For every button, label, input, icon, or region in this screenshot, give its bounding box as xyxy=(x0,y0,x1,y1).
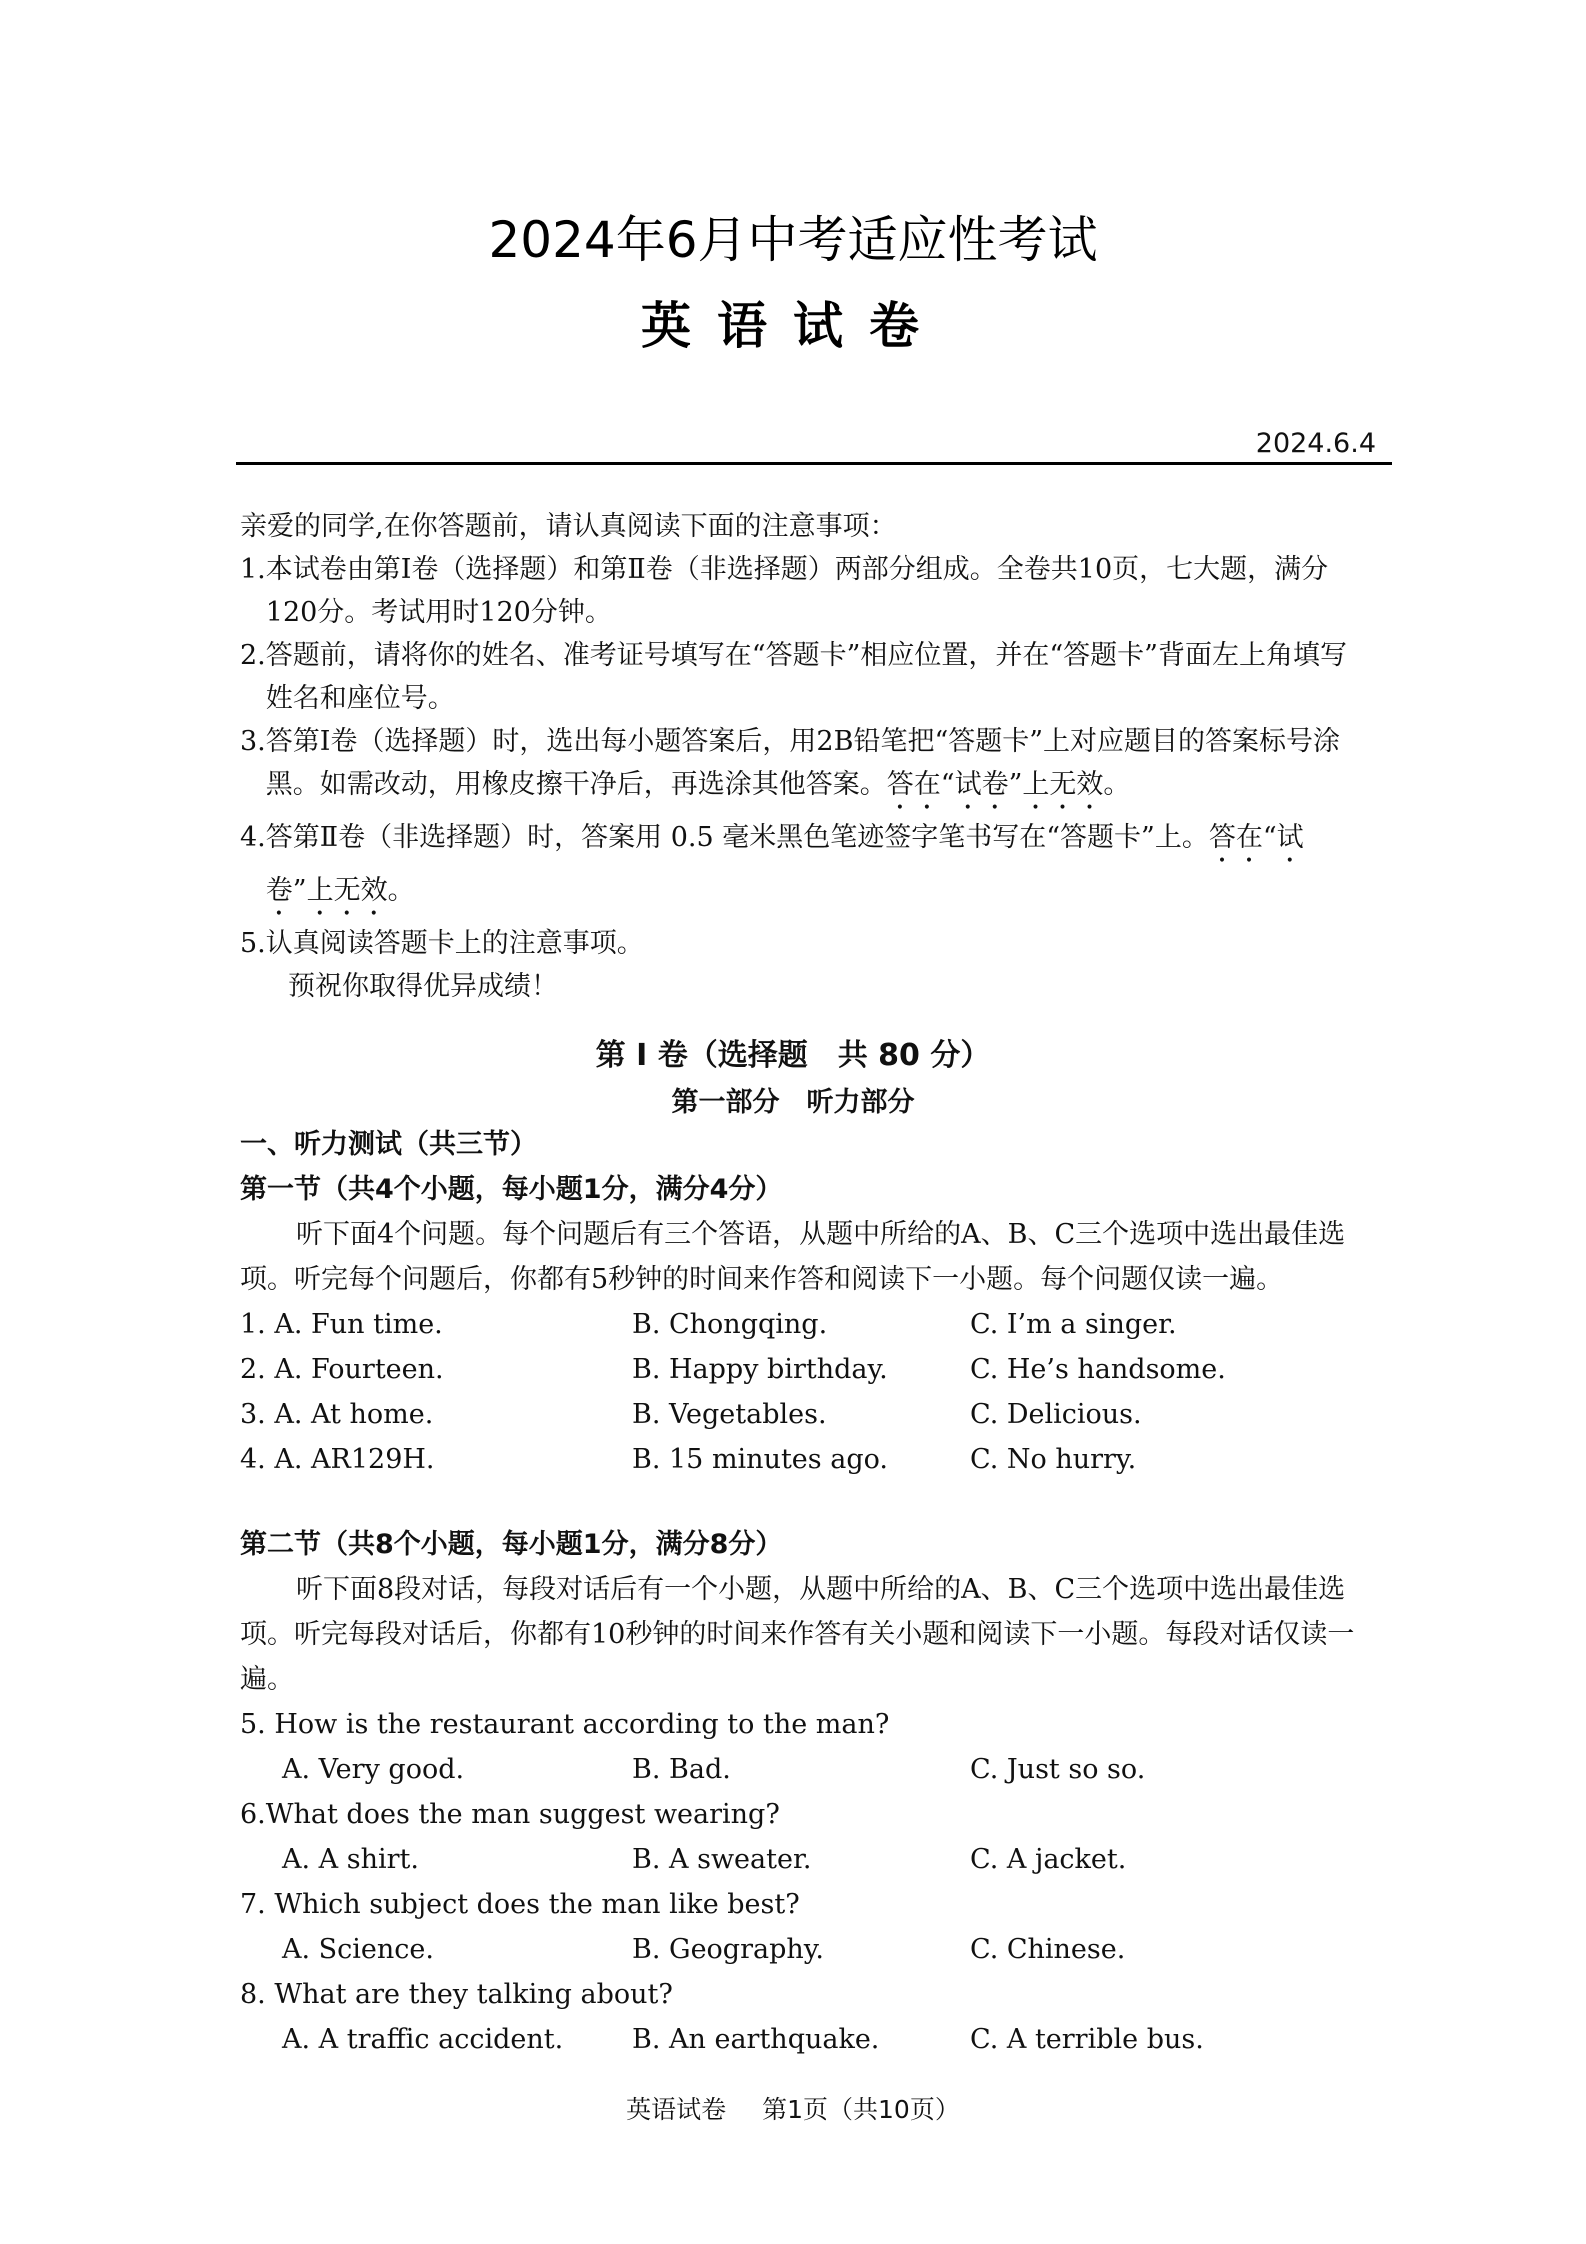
notice-item-text: 答第Ⅱ卷（非选择题）时，答案用 0.5 毫米黑色笔迹签字笔书写在“答题卡”上。 xyxy=(265,822,1209,853)
notice-item-number: 4. xyxy=(240,822,266,853)
section2-heading: 第二节（共8个小题，每小题1分，满分8分） xyxy=(240,1529,783,1560)
notice-item-5 xyxy=(240,922,1360,965)
option-b: B. Bad. xyxy=(632,1754,731,1785)
question-stem: 7. Which subject does the man like best? xyxy=(240,1889,800,1920)
question-options xyxy=(240,1927,1360,1972)
question-stem: 5. How is the restaurant according to the man? xyxy=(240,1709,890,1740)
notice-item-number: 3. xyxy=(240,726,266,757)
part-i-title: 第 I 卷（选择题 共 80 分） xyxy=(595,1038,991,1073)
question-row xyxy=(240,1302,1360,1347)
option-b: B. Vegetables. xyxy=(632,1399,827,1430)
notice-item-text: 答第Ⅰ卷（选择题）时，选出每小题答案后，用2B铅笔把“答题卡”上对应题目的答案标号涂黑。如需改动，用橡皮擦干净后，再选涂其他答案。 xyxy=(265,726,1341,800)
question-row xyxy=(240,1392,1360,1437)
exam-date: 2024.6.4 xyxy=(1255,428,1376,459)
question-options xyxy=(240,1747,1360,1792)
notice-item-text: 本试卷由第Ⅰ卷（选择题）和第Ⅱ卷（非选择题）两部分组成。全卷共10页，七大题，满分120分。考试用时120分钟。 xyxy=(265,554,1329,628)
question-row xyxy=(240,1437,1360,1482)
notice-item-4 xyxy=(240,816,1360,922)
part-one-title: 第一部分 听力部分 xyxy=(671,1087,915,1118)
option-a: 4. A. AR129H. xyxy=(240,1444,435,1475)
option-c: C. A jacket. xyxy=(970,1844,1127,1875)
option-b: B. Geography. xyxy=(632,1934,825,1965)
section2-instruction: 听下面8段对话，每段对话后有一个小题，从题中所给的A、B、C三个选项中选出最佳选项。听完每段对话后，你都有10秒钟的时间来作答有关小题和阅读下一小题。每段对话仅读一遍。 xyxy=(240,1574,1355,1695)
footer-page-number: 第1页（共10页） xyxy=(762,2095,960,2124)
option-c: C. Chinese. xyxy=(970,1934,1126,1965)
notice-item-text-wrap xyxy=(266,720,1360,816)
question-options xyxy=(240,2017,1360,2062)
notice-item-text: 认真阅读答题卡上的注意事项。 xyxy=(265,928,644,959)
notice-item-3 xyxy=(240,720,1360,816)
option-b: B. Happy birthday. xyxy=(632,1354,888,1385)
option-b: B. 15 minutes ago. xyxy=(632,1444,888,1475)
section1-heading: 第一节（共4个小题，每小题1分，满分4分） xyxy=(240,1174,783,1205)
notice-item-emphasis: 答在“试卷”上无效。 xyxy=(265,822,1304,906)
question-options xyxy=(240,1837,1360,1882)
option-a: 3. A. At home. xyxy=(240,1399,434,1430)
notice-item-text-wrap xyxy=(266,816,1360,922)
notice-item-text: 答题前，请将你的姓名、准考证号填写在“答题卡”相应位置，并在“答题卡”背面左上角填写姓名和座位号。 xyxy=(265,640,1347,714)
option-c: C. Just so so. xyxy=(970,1754,1146,1785)
option-a: A. Science. xyxy=(282,1934,434,1965)
question-stem: 6.What does the man suggest wearing? xyxy=(240,1799,780,1830)
option-a: 2. A. Fourteen. xyxy=(240,1354,444,1385)
option-b: B. Chongqing. xyxy=(632,1309,828,1340)
option-b: B. A sweater. xyxy=(632,1844,812,1875)
section-gap xyxy=(240,1482,1360,1522)
option-c: C. No hurry. xyxy=(970,1444,1137,1475)
header-rule xyxy=(236,462,1392,465)
listening-content xyxy=(240,1122,1360,2062)
exam-title: 2024年6月中考适应性考试 xyxy=(488,211,1098,269)
notice-item-emphasis: 答在“试卷”上无效。 xyxy=(886,769,1131,800)
page-footer xyxy=(0,2090,1586,2126)
notice-item-2 xyxy=(240,634,1360,720)
option-c: C. I’m a singer. xyxy=(970,1309,1177,1340)
question-row xyxy=(240,1347,1360,1392)
notice-intro: 亲爱的同学,在你答题前，请认真阅读下面的注意事项： xyxy=(240,511,897,542)
exam-subtitle: 英语试卷 xyxy=(641,297,945,355)
option-a: A. Very good. xyxy=(282,1754,465,1785)
option-c: C. A terrible bus. xyxy=(970,2024,1204,2055)
option-b: B. An earthquake. xyxy=(632,2024,880,2055)
notice-item-number: 1. xyxy=(240,554,266,585)
notice-item-number: 2. xyxy=(240,640,266,671)
listening-heading: 一、听力测试（共三节） xyxy=(240,1129,537,1160)
option-a: A. A shirt. xyxy=(282,1844,419,1875)
option-a: 1. A. Fun time. xyxy=(240,1309,443,1340)
option-c: C. He’s handsome. xyxy=(970,1354,1226,1385)
notice-item-1 xyxy=(240,548,1360,634)
question-stem: 8. What are they talking about? xyxy=(240,1979,673,2010)
section1-instruction: 听下面4个问题。每个问题后有三个答语，从题中所给的A、B、C三个选项中选出最佳选项。听完每个问题后，你都有5秒钟的时间来作答和阅读下一小题。每个问题仅读一遍。 xyxy=(240,1219,1346,1295)
option-a: A. A traffic accident. xyxy=(282,2024,564,2055)
notice-cheer: 预祝你取得优异成绩！ xyxy=(288,971,558,1002)
option-c: C. Delicious. xyxy=(970,1399,1142,1430)
notice-block xyxy=(240,505,1360,1008)
notice-item-number: 5. xyxy=(240,928,266,959)
footer-subject: 英语试卷 xyxy=(626,2095,727,2124)
